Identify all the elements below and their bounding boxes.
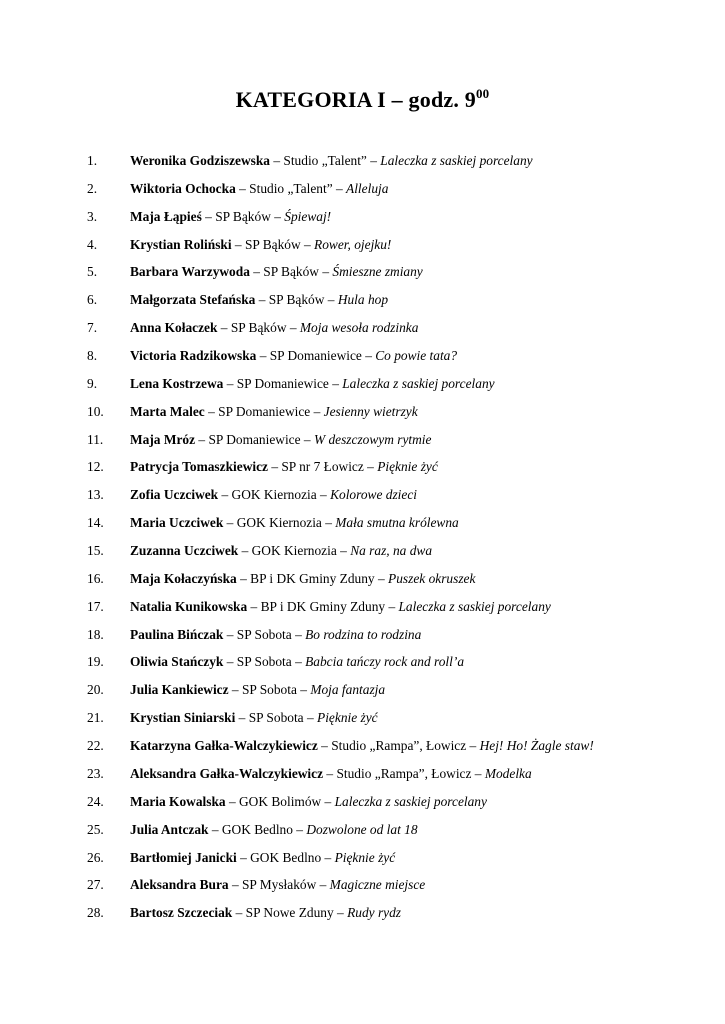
item-text: Julia Kankiewicz – SP Sobota – Moja fantazja (130, 682, 386, 697)
item-text: Marta Malec – SP Domaniewice – Jesienny wietrzyk (130, 404, 418, 419)
song-title: Rower, ojejku! (314, 237, 392, 252)
item-number: 8. (87, 348, 98, 363)
participant-name: Maria Kowalska (130, 794, 226, 809)
item-text: Victoria Radzikowska – SP Domaniewice – Co powie tata? (130, 348, 458, 363)
item-text: Aleksandra Gałka-Walczykiewicz – Studio „Rampa”, Łowicz – Modelka (130, 766, 532, 781)
participant-institution: SP Sobota (241, 682, 297, 697)
item-number: 15. (87, 543, 104, 558)
item-number: 1. (87, 153, 98, 168)
participant-name: Zuzanna Uczciwek (130, 543, 239, 558)
participant-institution: GOK Kiernozia (251, 543, 337, 558)
participant-name: Krystian Roliński (130, 237, 232, 252)
page-title-superscript: 00 (475, 86, 490, 101)
item-number: 21. (87, 710, 104, 725)
item-number: 5. (87, 264, 98, 279)
participant-name: Zofia Uczciwek (130, 487, 219, 502)
item-text: Maria Uczciwek – GOK Kiernozia – Mała smutna królewna (130, 515, 459, 530)
participant-name: Oliwia Stańczyk (130, 654, 224, 669)
participant-name: Patrycja Tomaszkiewicz (130, 459, 268, 474)
page-title (0, 86, 725, 113)
item-number: 13. (87, 487, 104, 502)
item-text: Patrycja Tomaszkiewicz – SP nr 7 Łowicz – Pięknie żyć (130, 459, 438, 474)
page-title-text: KATEGORIA I – godz. 9 (235, 87, 476, 112)
item-text: Weronika Godziszewska – Studio „Talent” – Laleczka z saskiej porcelany (130, 153, 533, 168)
song-title: Laleczka z saskiej porcelany (398, 599, 551, 614)
song-title: Moja fantazja (310, 682, 386, 697)
song-title: Na raz, na dwa (350, 543, 433, 558)
item-text: Maja Łąpieś – SP Bąków – Śpiewaj! (130, 209, 332, 224)
item-text: Barbara Warzywoda – SP Bąków – Śmieszne zmiany (130, 264, 423, 279)
participant-name: Maria Uczciwek (130, 515, 224, 530)
song-title: Śmieszne zmiany (332, 264, 423, 279)
song-title: W deszczowym rytmie (313, 432, 432, 447)
participant-institution: Studio „Rampa”, Łowicz (331, 738, 467, 753)
song-title: Laleczka z saskiej porcelany (380, 153, 533, 168)
participant-name: Marta Malec (130, 404, 205, 419)
participant-institution: Studio „Talent” (249, 181, 333, 196)
song-title: Pięknie żyć (377, 459, 438, 474)
participant-institution: SP Domaniewice (218, 404, 311, 419)
song-title: Babcia tańczy rock and roll’a (305, 654, 465, 669)
item-text: Maja Kołaczyńska – BP i DK Gminy Zduny – Puszek okruszek (130, 571, 476, 586)
item-number: 28. (87, 905, 104, 920)
song-title: Laleczka z saskiej porcelany (342, 376, 495, 391)
item-text: Bartłomiej Janicki – GOK Bedlno – Pięknie żyć (130, 850, 396, 865)
participant-name: Natalia Kunikowska (130, 599, 248, 614)
participant-institution: SP Sobota (248, 710, 304, 725)
item-text: Aleksandra Bura – SP Mysłaków – Magiczne miejsce (130, 877, 426, 892)
item-text: Paulina Bińczak – SP Sobota – Bo rodzina to rodzina (130, 627, 422, 642)
participant-institution: SP Bąków (244, 237, 301, 252)
song-title: Puszek okruszek (388, 571, 476, 586)
item-text: Lena Kostrzewa – SP Domaniewice – Laleczka z saskiej porcelany (130, 376, 495, 391)
item-text: Krystian Siniarski – SP Sobota – Pięknie żyć (130, 710, 378, 725)
song-title: Rudy rydz (347, 905, 402, 920)
participant-institution: Studio „Talent” (283, 153, 367, 168)
participant-name: Weronika Godziszewska (130, 153, 270, 168)
item-text: Natalia Kunikowska – BP i DK Gminy Zduny – Laleczka z saskiej porcelany (130, 599, 551, 614)
participant-name: Maja Łąpieś (130, 209, 202, 224)
participant-name: Małgorzata Stefańska (130, 292, 256, 307)
participant-name: Barbara Warzywoda (130, 264, 250, 279)
participant-name: Wiktoria Ochocka (130, 181, 236, 196)
participant-institution: SP Bąków (268, 292, 325, 307)
item-text: Anna Kołaczek – SP Bąków – Moja wesoła rodzinka (130, 320, 419, 335)
item-number: 10. (87, 404, 104, 419)
participant-name: Paulina Bińczak (130, 627, 224, 642)
song-title: Hej! Ho! Żagle staw! (479, 738, 594, 753)
item-number: 14. (87, 515, 104, 530)
participant-name: Bartłomiej Janicki (130, 850, 237, 865)
item-text: Zofia Uczciwek – GOK Kiernozia – Kolorowe dzieci (130, 487, 417, 502)
item-number: 9. (87, 376, 98, 391)
item-number: 16. (87, 571, 104, 586)
item-text: Katarzyna Gałka-Walczykiewicz – Studio „Rampa”, Łowicz – Hej! Ho! Żagle staw! (130, 738, 594, 753)
participant-institution: GOK Bedlno (221, 822, 293, 837)
item-text: Krystian Roliński – SP Bąków – Rower, ojejku! (130, 237, 392, 252)
song-title: Moja wesoła rodzinka (299, 320, 419, 335)
song-title: Alleluja (346, 181, 389, 196)
item-number: 24. (87, 794, 104, 809)
participant-institution: Studio „Rampa”, Łowicz (336, 766, 472, 781)
participant-institution: GOK Bedlno (250, 850, 322, 865)
participant-name: Bartosz Szczeciak (130, 905, 233, 920)
item-text: Bartosz Szczeciak – SP Nowe Zduny – Rudy rydz (130, 905, 402, 920)
song-title: Pięknie żyć (317, 710, 378, 725)
participant-name: Anna Kołaczek (130, 320, 218, 335)
participant-name: Krystian Siniarski (130, 710, 236, 725)
participant-name: Julia Kankiewicz (130, 682, 229, 697)
participant-name: Victoria Radzikowska (130, 348, 257, 363)
item-text: Wiktoria Ochocka – Studio „Talent” – Alleluja (130, 181, 389, 196)
item-text: Maja Mróz – SP Domaniewice – W deszczowym rytmie (130, 432, 432, 447)
participant-name: Katarzyna Gałka-Walczykiewicz (130, 738, 318, 753)
item-number: 17. (87, 599, 104, 614)
participant-institution: SP nr 7 Łowicz (281, 459, 364, 474)
song-title: Dozwolone od lat 18 (306, 822, 418, 837)
song-title: Bo rodzina to rodzina (305, 627, 422, 642)
song-title: Pięknie żyć (334, 850, 396, 865)
participant-name: Lena Kostrzewa (130, 376, 224, 391)
participant-institution: SP Sobota (236, 627, 292, 642)
participant-name: Julia Antczak (130, 822, 209, 837)
participant-name: Aleksandra Gałka-Walczykiewicz (130, 766, 324, 781)
item-number: 19. (87, 654, 104, 669)
item-number: 4. (87, 237, 98, 252)
participant-institution: SP Nowe Zduny (245, 905, 334, 920)
participant-institution: GOK Kiernozia (236, 515, 322, 530)
song-title: Co powie tata? (375, 348, 458, 363)
item-number: 3. (87, 209, 98, 224)
participant-name: Maja Kołaczyńska (130, 571, 237, 586)
item-number: 20. (87, 682, 104, 697)
participant-institution: SP Sobota (236, 654, 292, 669)
item-number: 7. (87, 320, 98, 335)
song-title: Jesienny wietrzyk (323, 404, 418, 419)
item-number: 2. (87, 181, 98, 196)
song-title: Hula hop (337, 292, 389, 307)
participant-name: Maja Mróz (130, 432, 196, 447)
item-number: 18. (87, 627, 104, 642)
item-number: 27. (87, 877, 104, 892)
song-title: Kolorowe dzieci (330, 487, 417, 502)
item-number: 12. (87, 459, 104, 474)
song-title: Modelka (484, 766, 532, 781)
item-text: Maria Kowalska – GOK Bolimów – Laleczka z saskiej porcelany (130, 794, 487, 809)
item-text: Julia Antczak – GOK Bedlno – Dozwolone od lat 18 (130, 822, 418, 837)
participant-institution: BP i DK Gminy Zduny (260, 599, 386, 614)
item-number: 6. (87, 292, 98, 307)
participant-institution: GOK Kiernozia (231, 487, 317, 502)
participant-institution: SP Domaniewice (208, 432, 301, 447)
item-number: 22. (87, 738, 104, 753)
item-text: Małgorzata Stefańska – SP Bąków – Hula hop (130, 292, 389, 307)
song-title: Magiczne miejsce (329, 877, 426, 892)
participant-institution: BP i DK Gminy Zduny (250, 571, 375, 586)
participant-institution: SP Mysłaków (241, 877, 317, 892)
participant-institution: SP Domaniewice (269, 348, 362, 363)
song-title: Mała smutna królewna (335, 515, 459, 530)
item-text: Oliwia Stańczyk – SP Sobota – Babcia tańczy rock and roll’a (130, 654, 465, 669)
participant-institution: GOK Bolimów (238, 794, 322, 809)
item-number: 26. (87, 850, 104, 865)
item-number: 25. (87, 822, 104, 837)
participant-institution: SP Bąków (215, 209, 271, 224)
participant-name: Aleksandra Bura (130, 877, 229, 892)
participant-institution: SP Bąków (263, 264, 319, 279)
participant-institution: SP Bąków (230, 320, 287, 335)
participant-institution: SP Domaniewice (236, 376, 329, 391)
song-title: Śpiewaj! (284, 209, 332, 224)
item-text: Zuzanna Uczciwek – GOK Kiernozia – Na raz, na dwa (130, 543, 433, 558)
item-number: 11. (87, 432, 104, 447)
song-title: Laleczka z saskiej porcelany (334, 794, 487, 809)
item-number: 23. (87, 766, 104, 781)
